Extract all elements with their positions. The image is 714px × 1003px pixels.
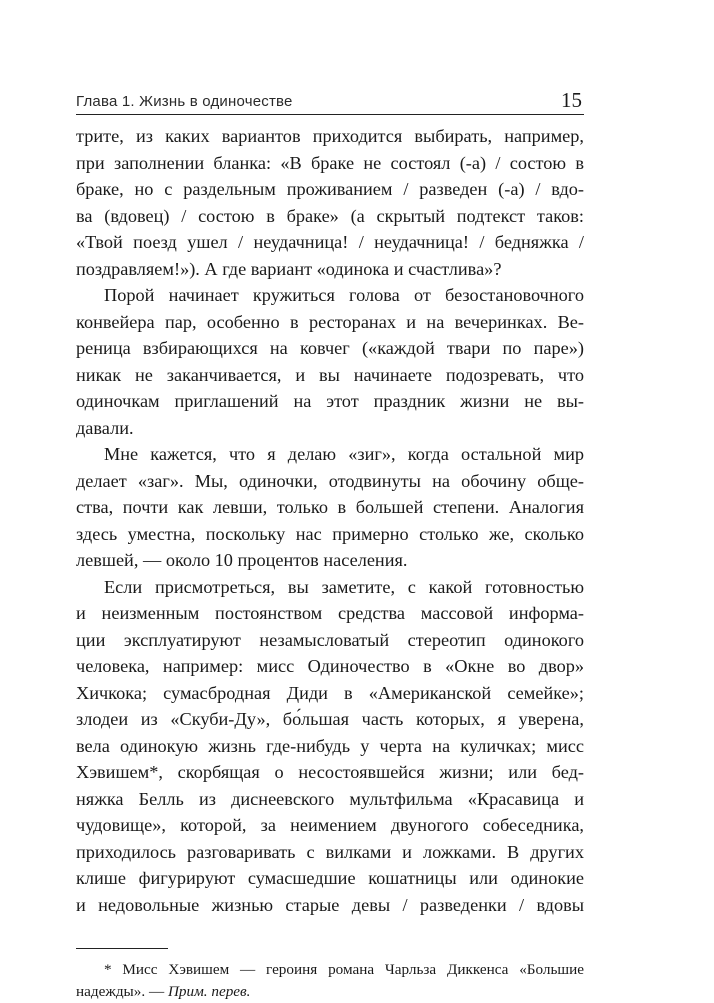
text-line: здесь уместна, поскольку нас примерно столько же, сколько [76,523,584,544]
text-line: поздравляем!»). А где вариант «одинока и счастлива»? [76,258,502,279]
text-line: Мне кажется, что я делаю «зиг», когда остальной мир [104,444,584,464]
text-line: приходилось разговаривать с вилками и ложками. В других [76,841,584,862]
footnote-text: надежды». — [76,983,168,1000]
text-line: никак не заканчивается, и вы начинаете подозревать, что [76,364,584,385]
footnote [76,959,584,1003]
text-line: реница взбирающихся на ковчег («каждой твари по паре») [76,338,584,358]
text-line: Хичкока; сумасбродная Диди в «Американской семейке»; [76,682,584,703]
translator-note: Прим. перев. [167,983,251,1000]
text-line: человека, например: мисс Одиночество в «Окне во двор» [76,656,584,676]
text-line: няжка Белль из диснеевского мультфильма «Красавица и [76,788,584,809]
text-line: и неизменным постоянством средства массовой информа- [76,603,584,623]
text-line: левшей, — около 10 процентов населения. [76,550,408,570]
text-line: злодеи из «Скуби-Ду», бо́льшая часть которых, я уверена, [76,709,584,729]
page-number: 15 [561,88,582,112]
running-title: Глава 1. Жизнь в одиночестве [76,93,293,110]
text-line: ции эксплуатируют незамысловатый стереотип одинокого [76,629,584,650]
text-line: клише фигурируют сумасшедшие кошатницы или одинокие [76,868,584,888]
footnote-line: * Мисс Хэвишем — героиня романа Чарльза Диккенса «Большие [104,961,584,978]
running-head [76,88,584,115]
text-line: Хэвишем*, скорбящая о несостоявшейся жизни; или бед- [76,762,584,782]
text-line: «Твой поезд ушел / неудачница! / неудачница! / бедняжка / [76,232,584,252]
text-line: ва (вдовец) / состою в браке» (а скрытый подтекст таков: [76,205,584,226]
text-line: браке, но с раздельным проживанием / разведен (-а) / вдо- [76,179,584,199]
text-line: делает «заг». Мы, одиночки, отодвинуты на обочину обще- [76,470,584,491]
book-page [76,88,584,1003]
body-text [76,123,584,918]
text-line: Если присмотреться, вы заметите, с какой готовностью [104,576,584,597]
text-line: чудовище», которой, за неимением двуногого собеседника, [76,815,584,835]
footnote-divider [76,948,168,949]
text-line: при заполнении бланка: «В браке не состоял (-а) / состою в [76,152,584,173]
text-line: Порой начинает кружиться голова от безостановочного [104,285,584,305]
text-line: и недовольные жизнью старые девы / разведенки / вдовы [76,894,584,915]
text-line: конвейера пар, особенно в ресторанах и на вечеринках. Ве- [76,311,584,332]
text-line: ства, почти как левши, только в большей степени. Аналогия [76,497,584,517]
text-line: одиночкам приглашений на этот праздник жизни не вы- [76,391,584,411]
text-line: вела одинокую жизнь где-нибудь у черта на куличках; мисс [76,735,584,756]
text-line: трите, из каких вариантов приходится выбирать, например, [76,126,584,146]
text-line: давали. [76,417,134,438]
